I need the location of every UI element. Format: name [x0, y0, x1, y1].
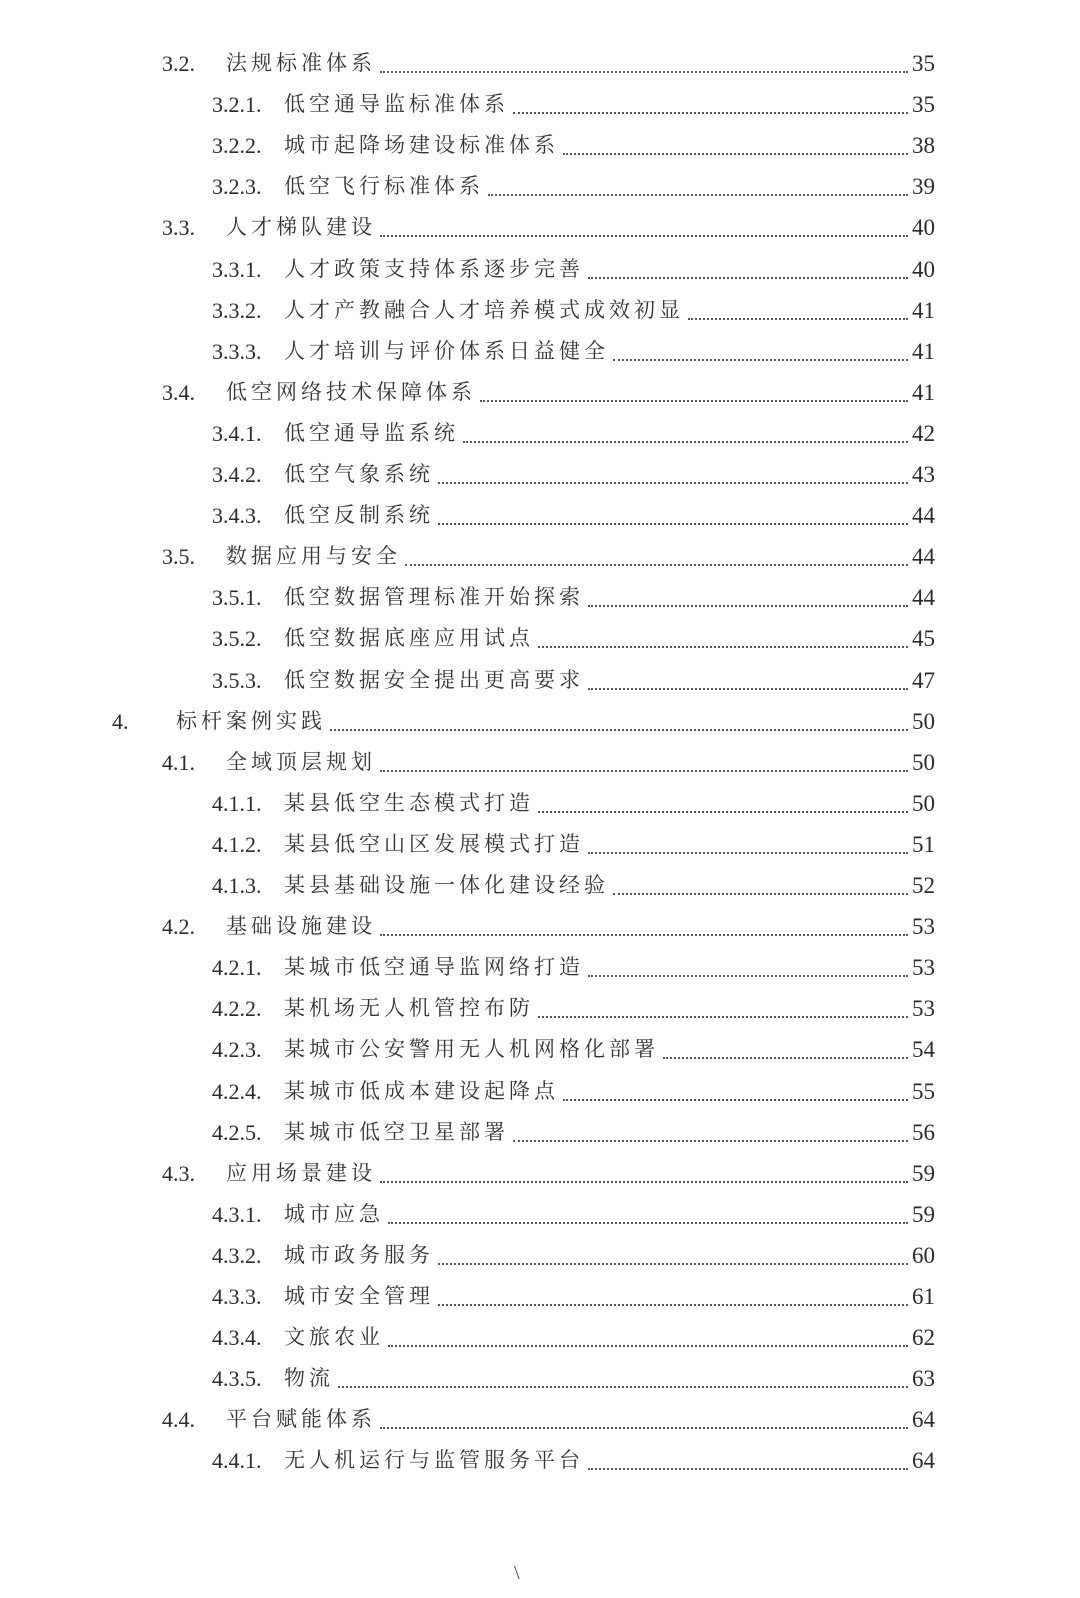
toc-dot-leader — [380, 1427, 908, 1429]
toc-entry[interactable] — [212, 495, 935, 536]
toc-entry-title: 低空数据安全提出更高要求 — [284, 667, 584, 692]
toc-dot-leader — [513, 1140, 908, 1142]
toc-dot-leader — [438, 1304, 908, 1306]
toc-entry-number: 3.3.3. — [212, 338, 262, 364]
toc-entry-number: 3.5. — [162, 544, 195, 570]
toc-entry-number: 3.3. — [162, 215, 195, 241]
toc-entry[interactable] — [162, 1399, 935, 1440]
toc-dot-leader — [538, 1016, 908, 1018]
toc-entry-number: 3.5.3. — [212, 667, 262, 693]
toc-entry-page: 44 — [912, 544, 935, 570]
toc-entry-page: 55 — [912, 1078, 935, 1104]
toc-dot-leader — [338, 1386, 908, 1388]
toc-entry-number: 4.4.1. — [212, 1448, 262, 1474]
toc-entry-number: 3.5.2. — [212, 626, 262, 652]
toc-entry[interactable] — [212, 865, 935, 906]
toc-entry-title: 某县低空山区发展模式打造 — [284, 831, 584, 856]
toc-entry-title: 低空反制系统 — [284, 503, 434, 528]
toc-dot-leader — [405, 564, 908, 566]
toc-dot-leader — [388, 1345, 908, 1347]
toc-entry-page: 53 — [912, 955, 935, 981]
toc-entry[interactable] — [212, 577, 935, 618]
toc-entry[interactable] — [212, 988, 935, 1029]
toc-entry[interactable] — [212, 166, 935, 207]
toc-entry-title: 低空网络技术保障体系 — [226, 379, 476, 404]
toc-dot-leader — [380, 934, 908, 936]
toc-entry-number: 4.1.1. — [212, 790, 262, 816]
toc-entry-page: 64 — [912, 1448, 935, 1474]
toc-entry-number: 3.4.1. — [212, 420, 262, 446]
toc-entry-number: 3.4.2. — [212, 462, 262, 487]
toc-entry[interactable] — [212, 660, 935, 701]
toc-entry[interactable] — [212, 454, 935, 495]
toc-entry-page: 52 — [912, 873, 935, 898]
toc-entry-page: 60 — [912, 1242, 935, 1268]
toc-entry-number: 4.2. — [162, 914, 195, 940]
toc-entry-page: 62 — [912, 1325, 935, 1351]
toc-dot-leader — [488, 194, 908, 196]
toc-entry-title: 低空通导监标准体系 — [284, 92, 509, 117]
toc-entry[interactable] — [212, 290, 935, 331]
toc-entry-title: 某城市公安警用无人机网格化部署 — [284, 1037, 659, 1062]
toc-entry[interactable] — [162, 742, 935, 783]
toc-entry[interactable] — [212, 618, 935, 659]
toc-entry-title: 人才政策支持体系逐步完善 — [284, 256, 584, 281]
toc-entry-page: 64 — [912, 1407, 935, 1433]
toc-entry-title: 人才梯队建设 — [226, 215, 376, 240]
toc-entry-title: 全域顶层规划 — [226, 749, 376, 774]
toc-entry-title: 某县低空生态模式打造 — [284, 790, 534, 815]
toc-entry-number: 3.3.2. — [212, 297, 262, 323]
toc-entry-page: 39 — [912, 174, 935, 200]
toc-entry-number: 3.5.1. — [212, 585, 262, 611]
toc-dot-leader — [380, 71, 908, 73]
toc-entry-page: 53 — [912, 914, 935, 940]
toc-entry-number: 4.2.1. — [212, 955, 262, 981]
toc-entry-title: 低空气象系统 — [284, 462, 434, 486]
toc-dot-leader — [380, 235, 908, 237]
toc-dot-leader — [663, 1057, 908, 1059]
toc-entry-number: 4.4. — [162, 1407, 195, 1433]
toc-entry-page: 40 — [912, 215, 935, 241]
toc-dot-leader — [613, 359, 908, 361]
toc-entry[interactable] — [212, 947, 935, 988]
toc-entry-number: 3.2.1. — [212, 92, 262, 118]
toc-entry-number: 4.1.3. — [212, 873, 262, 898]
toc-entry[interactable] — [112, 701, 935, 742]
toc-dot-leader — [538, 811, 908, 813]
toc-entry[interactable] — [212, 824, 935, 865]
toc-entry[interactable] — [212, 1235, 935, 1276]
toc-dot-leader — [613, 893, 908, 895]
toc-entry-title: 低空飞行标准体系 — [284, 174, 484, 199]
toc-entry-page: 42 — [912, 420, 935, 446]
toc-entry[interactable] — [212, 783, 935, 824]
toc-entry-page: 38 — [912, 133, 935, 159]
toc-entry-number: 4.3.2. — [212, 1242, 262, 1268]
toc-entry-page: 47 — [912, 667, 935, 693]
toc-entry-page: 63 — [912, 1366, 935, 1392]
toc-entry-number: 3.3.1. — [212, 256, 262, 282]
toc-entry-number: 3.4. — [162, 379, 195, 405]
toc-entry-title: 法规标准体系 — [226, 51, 376, 75]
toc-entry-number: 4.1.2. — [212, 831, 262, 857]
toc-entry-page: 43 — [912, 462, 935, 487]
toc-entry-title: 城市应急 — [284, 1201, 384, 1226]
toc-entry[interactable] — [212, 84, 935, 125]
toc-entry-number: 4.3.3. — [212, 1284, 262, 1309]
toc-entry-page: 56 — [912, 1119, 935, 1145]
toc-dot-leader — [588, 277, 908, 279]
toc-entry-page: 51 — [912, 831, 935, 857]
toc-dot-leader — [480, 400, 908, 402]
toc-entry-number: 4.3.1. — [212, 1201, 262, 1227]
toc-entry-page: 45 — [912, 626, 935, 652]
toc-entry-title: 低空数据管理标准开始探索 — [284, 585, 584, 610]
toc-entry[interactable] — [212, 249, 935, 290]
toc-entry[interactable] — [212, 1112, 935, 1153]
toc-dot-leader — [563, 153, 908, 155]
toc-entry-page: 40 — [912, 256, 935, 282]
toc-entry-page: 59 — [912, 1201, 935, 1227]
toc-dot-leader — [588, 975, 908, 977]
toc-entry-page: 41 — [912, 338, 935, 364]
toc-dot-leader — [388, 1222, 908, 1224]
toc-entry[interactable] — [162, 207, 935, 248]
toc-entry[interactable] — [162, 1153, 935, 1194]
toc-entry-number: 4.2.5. — [212, 1119, 262, 1145]
toc-entry-number: 4.2.4. — [212, 1078, 262, 1104]
toc-entry-title: 城市安全管理 — [284, 1284, 434, 1308]
toc-entry-page: 50 — [912, 790, 935, 816]
toc-entry-page: 54 — [912, 1037, 935, 1063]
toc-entry-title: 某城市低空通导监网络打造 — [284, 955, 584, 980]
toc-dot-leader — [588, 852, 908, 854]
toc-entry-page: 35 — [912, 51, 935, 76]
toc-entry-title: 人才产教融合人才培养模式成效初显 — [284, 297, 684, 322]
toc-entry-number: 4.2.3. — [212, 1037, 262, 1063]
toc-dot-leader — [438, 523, 908, 525]
toc-entry-page: 41 — [912, 297, 935, 323]
toc-dot-leader — [588, 605, 908, 607]
toc-entry-title: 文旅农业 — [284, 1325, 384, 1350]
toc-entry-page: 41 — [912, 379, 935, 405]
toc-dot-leader — [438, 1263, 908, 1265]
toc-dot-leader — [330, 729, 908, 731]
toc-entry-number: 4.3.5. — [212, 1366, 262, 1392]
toc-entry-page: 50 — [912, 708, 935, 734]
toc-entry-number: 4.2.2. — [212, 996, 262, 1022]
toc-entry[interactable] — [212, 1071, 935, 1112]
toc-dot-leader — [588, 688, 908, 690]
toc-entry[interactable] — [212, 1317, 935, 1358]
toc-entry-title: 无人机运行与监管服务平台 — [284, 1448, 584, 1473]
toc-entry[interactable] — [212, 413, 935, 454]
toc-entry[interactable] — [212, 1029, 935, 1070]
toc-entry-number: 4.3.4. — [212, 1325, 262, 1351]
toc-entry-title: 基础设施建设 — [226, 914, 376, 939]
toc-entry-number: 3.4.3. — [212, 503, 262, 529]
toc-entry[interactable] — [212, 331, 935, 372]
toc-entry-title: 某城市低成本建设起降点 — [284, 1078, 559, 1103]
toc-entry-page: 61 — [912, 1284, 935, 1309]
toc-entry-title: 应用场景建设 — [226, 1160, 376, 1185]
toc-entry-page: 53 — [912, 996, 935, 1022]
toc-entry[interactable] — [212, 1194, 935, 1235]
toc-entry-title: 标杆案例实践 — [176, 708, 326, 733]
toc-dot-leader — [563, 1099, 908, 1101]
toc-entry[interactable] — [212, 125, 935, 166]
page-number-mark: \ — [514, 1562, 520, 1584]
toc-entry[interactable] — [162, 372, 935, 413]
toc-entry-page: 44 — [912, 503, 935, 529]
toc-dot-leader — [688, 318, 908, 320]
toc-dot-leader — [588, 1468, 908, 1470]
toc-entry[interactable] — [212, 1440, 935, 1481]
toc-entry-page: 44 — [912, 585, 935, 611]
toc-entry-page: 50 — [912, 749, 935, 775]
toc-entry-number: 4.3. — [162, 1160, 195, 1186]
toc-entry-number: 3.2.3. — [212, 174, 262, 200]
toc-entry-number: 4. — [112, 708, 129, 734]
toc-entry-number: 4.1. — [162, 749, 195, 775]
toc-entry-title: 某城市低空卫星部署 — [284, 1119, 509, 1144]
toc-entry-title: 城市政务服务 — [284, 1242, 434, 1267]
toc-entry-title: 平台赋能体系 — [226, 1407, 376, 1432]
toc-entry-number: 3.2.2. — [212, 133, 262, 159]
toc-entry[interactable] — [212, 1358, 935, 1399]
toc-dot-leader — [538, 646, 908, 648]
toc-entry-title: 低空通导监系统 — [284, 420, 459, 445]
toc-entry-title: 人才培训与评价体系日益健全 — [284, 338, 609, 363]
toc-entry-number: 3.2. — [162, 51, 195, 76]
toc-entry-page: 59 — [912, 1160, 935, 1186]
toc-dot-leader — [380, 770, 908, 772]
toc-entry[interactable] — [162, 906, 935, 947]
toc-entry-title: 数据应用与安全 — [226, 544, 401, 569]
toc-entry-title: 某机场无人机管控布防 — [284, 996, 534, 1021]
toc-entry-title: 某县基础设施一体化建设经验 — [284, 873, 609, 897]
toc-entry-title: 物流 — [284, 1366, 334, 1391]
toc-entry-title: 低空数据底座应用试点 — [284, 626, 534, 651]
toc-dot-leader — [438, 482, 908, 484]
toc-entry-page: 35 — [912, 92, 935, 118]
toc-entry[interactable] — [162, 43, 935, 84]
toc-dot-leader — [463, 441, 908, 443]
toc-entry[interactable] — [212, 1276, 935, 1317]
toc-entry-title: 城市起降场建设标准体系 — [284, 133, 559, 158]
toc-entry[interactable] — [162, 536, 935, 577]
toc-dot-leader — [380, 1181, 908, 1183]
toc-dot-leader — [513, 112, 908, 114]
